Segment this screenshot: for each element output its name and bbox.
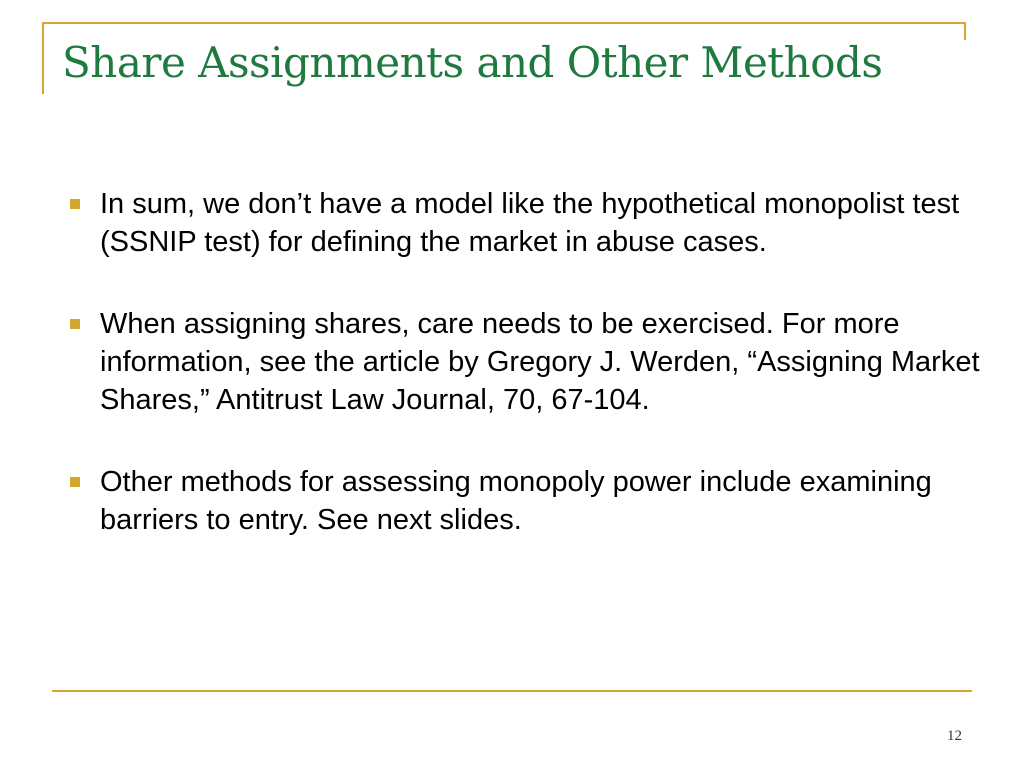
frame-vertical-line (42, 22, 44, 94)
slide-title: Share Assignments and Other Methods (62, 38, 883, 87)
bullet-item-3 (70, 463, 980, 539)
bullet-list (70, 185, 980, 583)
bullet-text-2: When assigning shares, care needs to be exercised. For more information, see the article by Gregory J. Werden, “Assigning Market Shares,” Antitrust Law Journal, 70, 67-104. (100, 308, 980, 416)
footer-divider (52, 690, 972, 692)
frame-right-tick (964, 22, 966, 40)
page-number: 12 (947, 728, 962, 744)
square-bullet-icon (70, 319, 80, 329)
square-bullet-icon (70, 477, 80, 487)
frame-top-line (42, 22, 966, 24)
bullet-text-3: Other methods for assessing monopoly power include examining barriers to entry. See next slides. (100, 466, 932, 536)
bullet-item-1 (70, 185, 980, 261)
square-bullet-icon (70, 199, 80, 209)
bullet-text-1: In sum, we don’t have a model like the hypothetical monopolist test (SSNIP test) for defining the market in abuse cases. (100, 188, 960, 258)
bullet-item-2 (70, 305, 980, 419)
